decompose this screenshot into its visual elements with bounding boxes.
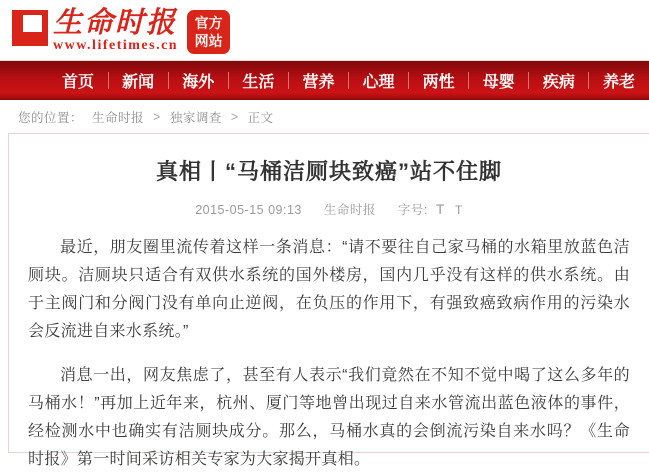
nav-separator bbox=[588, 72, 589, 89]
official-site-badge bbox=[187, 10, 230, 54]
breadcrumb-current: 正文 bbox=[247, 110, 274, 125]
nav-separator bbox=[228, 72, 229, 89]
main-nav bbox=[0, 60, 649, 100]
site-url: www.lifetimes.cn bbox=[53, 38, 179, 54]
article-paragraph-1: 最近，朋友圈里流传着这样一条消息：“请不要往自己家马桶的水箱里放蓝色洁厕块。洁厕块只适合有双供水系统的国外楼房，国内几乎没有这样的供水系统。由于主阀门和分阀门没有单向止逆阀，在负压的作用下，有强致癌致病作用的污染水会反流进自来水系统。” bbox=[28, 238, 630, 340]
breadcrumb-separator: > bbox=[230, 109, 239, 124]
site-logo[interactable] bbox=[12, 7, 230, 54]
font-size-control bbox=[398, 200, 463, 218]
site-name: 生命时报 bbox=[53, 5, 178, 39]
article-source: 生命时报 bbox=[323, 202, 376, 217]
nav-separator bbox=[408, 72, 409, 89]
nav-item-news[interactable]: 新闻 bbox=[122, 74, 155, 91]
nav-item-home[interactable]: 首页 bbox=[62, 74, 95, 91]
logo-icon bbox=[12, 10, 48, 46]
nav-item-psychology[interactable]: 心理 bbox=[362, 74, 395, 91]
badge-line2: 网站 bbox=[194, 33, 223, 49]
breadcrumb bbox=[0, 100, 649, 133]
font-size-increase-button[interactable]: T bbox=[435, 200, 445, 217]
nav-item-gender[interactable]: 两性 bbox=[422, 74, 455, 91]
logo-icon-inner bbox=[23, 15, 42, 32]
article-paragraph-2: 消息一出，网友焦虑了，甚至有人表示“我们竟然在不知不觉中喝了这么多年的马桶水！”再加上近年来，杭州、厦门等地曾出现过自来水管流出蓝色液体的事件，经检测水中也确实有洁厕块成分。那么，马桶水真的会倒流污染自来水吗？《生命时报》第一时间采访相关专家为大家揭开真相。 bbox=[28, 366, 630, 468]
nav-item-elderly[interactable]: 养老 bbox=[602, 74, 635, 91]
nav-item-life[interactable]: 生活 bbox=[242, 74, 275, 91]
nav-item-nutrition[interactable]: 营养 bbox=[302, 74, 335, 91]
font-size-decrease-button[interactable]: T bbox=[454, 202, 463, 217]
article-meta bbox=[28, 200, 630, 218]
breadcrumb-separator: > bbox=[153, 109, 161, 124]
nav-separator bbox=[468, 72, 469, 89]
nav-separator bbox=[168, 72, 169, 89]
nav-item-overseas[interactable]: 海外 bbox=[182, 74, 215, 91]
logo-text-block bbox=[53, 7, 178, 54]
nav-separator bbox=[108, 72, 109, 89]
breadcrumb-label: 您的位置： bbox=[18, 110, 84, 125]
font-size-label: 字号: bbox=[397, 202, 428, 217]
badge-line1: 官方 bbox=[194, 14, 223, 31]
breadcrumb-link-section[interactable]: 独家调查 bbox=[169, 110, 222, 125]
nav-separator bbox=[288, 72, 289, 89]
breadcrumb-link-home[interactable]: 生命时报 bbox=[92, 110, 145, 125]
nav-item-maternity[interactable]: 母婴 bbox=[482, 74, 515, 91]
article-body bbox=[28, 234, 630, 474]
article-container bbox=[8, 133, 649, 468]
article-datetime: 2015-05-15 09:13 bbox=[195, 202, 302, 217]
nav-item-disease[interactable]: 疾病 bbox=[542, 74, 575, 91]
article-title: 真相丨“马桶洁厕块致癌”站不住脚 bbox=[155, 159, 502, 184]
nav-separator bbox=[348, 72, 349, 89]
nav-separator bbox=[528, 72, 529, 89]
site-header bbox=[0, 0, 649, 60]
